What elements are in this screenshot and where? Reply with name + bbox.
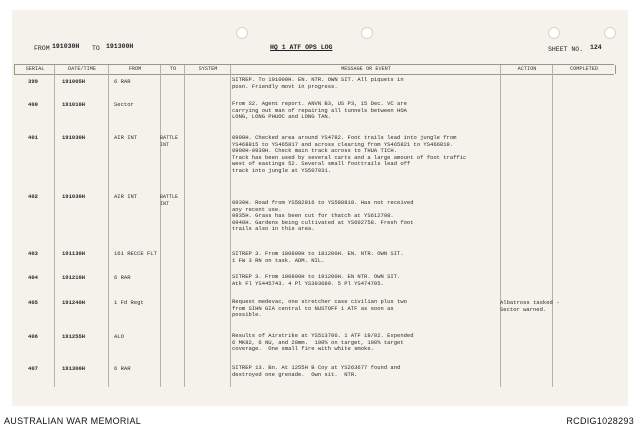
log-title: HQ 1 ATF OPS LOG — [270, 44, 333, 51]
from-value: 191030H — [52, 43, 80, 50]
row-to: BATTLE INT — [160, 194, 179, 207]
record-id: RCDIG1028293 — [566, 416, 634, 426]
row-serial: 399 — [28, 78, 38, 85]
row-message: SITREP 3. From 180800H to 181200H. EN. NTR. OWN SIT. 1 FW 3 RN on task. ADM. NIL. — [232, 250, 404, 264]
row-message: SITREP. To 191000H. EN. NTR. OWN SIT. All piquets in posn. Friendly movt in progress. — [232, 76, 404, 90]
row-message: Results of Airstrike at YS513706. 1 ATF 18/02. Expended 6 MK82, 6 NU, and 20mm. 100% on target, 100% target coverage. One small fire with white smoke. — [232, 332, 414, 353]
row-from: AIR INT — [114, 134, 138, 141]
archive-credit: AUSTRALIAN WAR MEMORIAL — [4, 416, 142, 426]
row-from: 1 Fd Regt — [114, 299, 144, 306]
column-divider — [230, 65, 231, 387]
row-serial: 405 — [28, 299, 38, 306]
row-from: ALO — [114, 333, 124, 340]
column-header-to: TO — [160, 65, 185, 74]
row-datetime: 191130H — [62, 250, 86, 257]
column-header-datetime: DATE/TIME — [54, 65, 109, 74]
row-datetime: 191210H — [62, 274, 86, 281]
punch-hole — [236, 27, 248, 39]
punch-hole — [604, 27, 616, 39]
column-divider — [184, 65, 185, 387]
row-message: SITREP 13. Bn. At 1255H B Coy at YS263677 found and destroyed one grenade. Own sit. NTR. — [232, 364, 401, 378]
column-header-from: FROM — [108, 65, 161, 74]
row-from: Sector — [114, 101, 134, 108]
row-from: 6 RAR — [114, 274, 131, 281]
column-header-message: MESSAGE OR EVENT — [230, 65, 501, 74]
punch-hole — [361, 27, 373, 39]
row-datetime: 191240H — [62, 299, 86, 306]
row-from: AIR INT — [114, 193, 138, 200]
column-divider — [552, 65, 553, 387]
row-from: 6 RAR — [114, 365, 131, 372]
row-message: 0930H. Road from YS582816 to YS588818. Has not received any recent use. 0935H. Grass has been cut for thatch at YS612798. 0940H. Gardens being cultivated at YS602758. Fresh foot trails also in this area. — [232, 199, 414, 233]
column-header-completed: COMPLETED — [552, 65, 616, 74]
column-header-system: SYSTEM — [184, 65, 231, 74]
column-header-serial: SERIAL — [14, 65, 55, 74]
row-from: 161 RECCE FLT — [114, 250, 157, 257]
row-message: Request medevac, one stretcher case civilian plus two from SIHN GIA central to NUSTOFF 1 ATF as soon as possible. — [232, 298, 407, 319]
header-bottom-rule — [14, 74, 614, 75]
row-datetime: 191255H — [62, 333, 86, 340]
row-to: BATTLE INT — [160, 135, 179, 148]
row-message: From S2. Agent report. ANVN B3, US P3, 15 Dec. VC are carrying out man of repairing all tunnels between HOA LONG, LONG PHUOC and LONG TAN. — [232, 100, 407, 121]
to-value: 191300H — [106, 43, 134, 50]
row-serial: 403 — [28, 250, 38, 257]
row-message: 0900H. Checked area around YS4782. Foot trails lead into jungle from YS468815 to YS465817 and across clearing from YS465821 to YS466819. 0900H-0930H. Check main track across to THUA TICH. Track has been used by several carts and a large amount of foot traffic west of eastings 52. Several small foottrails lead off track into jungle at YS507031. — [232, 134, 467, 174]
punch-hole — [548, 27, 560, 39]
row-datetime: 191005H — [62, 78, 86, 85]
row-message: SITREP 3. From 190800H to 191200H. EN NTR. OWN SIT. Atk Fl YS445743. 4 Pl YS393689. 5 Pl YS474705. — [232, 273, 401, 287]
row-datetime: 191010H — [62, 101, 86, 108]
row-action: Albatross tasked - Sector warned. — [500, 299, 560, 313]
sheet-label: SHEET NO. — [548, 46, 584, 53]
from-label: FROM — [34, 45, 50, 52]
row-serial: 407 — [28, 365, 38, 372]
sheet-value: 124 — [590, 44, 602, 51]
row-serial: 404 — [28, 274, 38, 281]
to-label: TO — [92, 45, 100, 52]
row-from: 6 RAR — [114, 78, 131, 85]
row-datetime: 191030H — [62, 134, 86, 141]
row-datetime: 191300H — [62, 365, 86, 372]
row-serial: 402 — [28, 193, 38, 200]
row-serial: 406 — [28, 333, 38, 340]
column-header-action: ACTION — [500, 65, 553, 74]
row-datetime: 191030H — [62, 193, 86, 200]
column-divider — [54, 65, 55, 387]
row-serial: 401 — [28, 134, 38, 141]
row-serial: 400 — [28, 101, 38, 108]
column-divider — [160, 65, 161, 387]
